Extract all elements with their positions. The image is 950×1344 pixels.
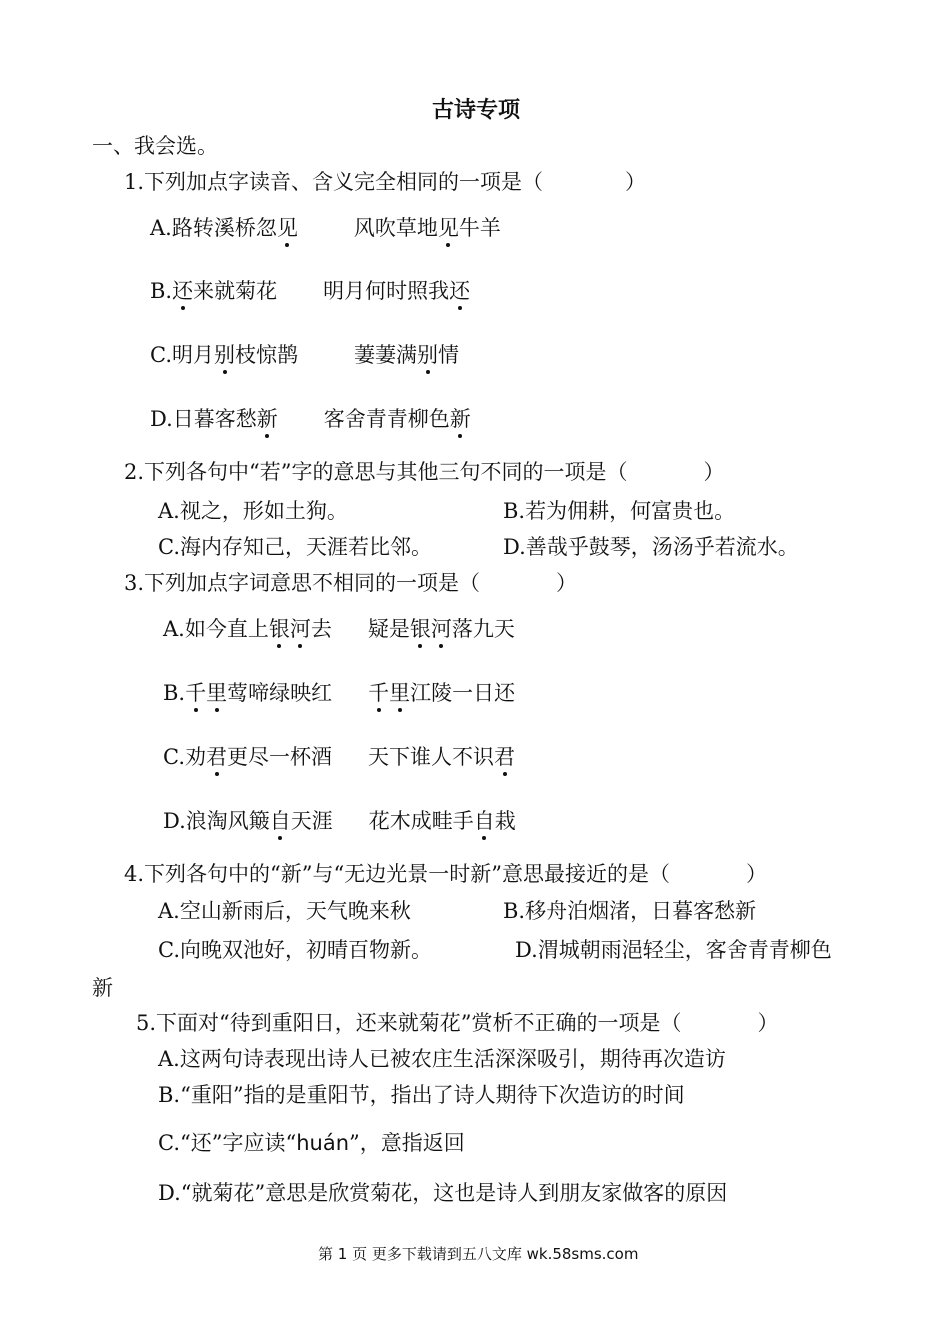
q3-option-c: C.劝君更尽一杯酒 天下谁人不识君 xyxy=(163,745,515,769)
section-heading: 一、我会选。 xyxy=(92,134,218,158)
q1-option-d: D.日暮客愁新 客舍青青柳色新 xyxy=(150,407,471,431)
page-title: 古诗专项 xyxy=(432,98,521,123)
emphasis-dot: 还 xyxy=(449,279,471,303)
emphasis-dot: 银 xyxy=(268,617,290,641)
q4-option-d: D.渭城朝雨浥轻尘，客舍青青柳色 xyxy=(515,938,832,962)
q1-option-a: A.路转溪桥忽见 风吹草地见牛羊 xyxy=(150,216,501,240)
emphasis-dot: 别 xyxy=(417,343,438,367)
emphasis-dot: 自 xyxy=(473,809,495,833)
emphasis-dot: 河 xyxy=(289,617,311,641)
emphasis-dot: 见 xyxy=(437,216,459,240)
q5-option-a: A.这两句诗表现出诗人已被农庄生活深深吸引，期待再次造访 xyxy=(158,1047,726,1071)
emphasis-dot: 自 xyxy=(269,809,291,833)
emphasis-dot: 君 xyxy=(206,745,227,769)
q4-option-b: B.移舟泊烟渚，日暮客愁新 xyxy=(503,899,757,923)
emphasis-dot: 别 xyxy=(214,343,235,367)
q4-option-d-wrap: 新 xyxy=(92,976,113,1000)
emphasis-dot: 千 xyxy=(185,681,207,705)
emphasis-dot: 新 xyxy=(449,407,471,431)
question-1-stem: 1.下列加点字读音、含义完全相同的一项是（ ） xyxy=(124,170,647,194)
emphasis-dot: 还 xyxy=(172,279,194,303)
q3-option-a: A.如今直上银河去 疑是银河落九天 xyxy=(163,617,515,641)
emphasis-dot: 新 xyxy=(256,407,278,431)
pinyin: huán xyxy=(296,1131,350,1155)
q1-option-b: B.还来就菊花 明月何时照我还 xyxy=(150,279,471,303)
q5-option-c: C.“还”字应读“huán”，意指返回 xyxy=(158,1131,465,1155)
emphasis-dot: 里 xyxy=(206,681,228,705)
question-3-stem: 3.下列加点字词意思不相同的一项是（ ） xyxy=(124,571,578,595)
q4-option-a: A.空山新雨后，天气晚来秋 xyxy=(158,899,411,923)
emphasis-dot: 千 xyxy=(368,681,390,705)
q3-option-b: B.千里莺啼绿映红 千里江陵一日还 xyxy=(163,681,516,705)
emphasis-dot: 见 xyxy=(276,216,298,240)
question-2-stem: 2.下列各句中“若”字的意思与其他三句不同的一项是（ ） xyxy=(124,460,725,484)
q3-option-d: D.浪淘风簸自天涯 花木成畦手自栽 xyxy=(163,809,516,833)
q5-option-d: D.“就菊花”意思是欣赏菊花，这也是诗人到朋友家做客的原因 xyxy=(158,1181,728,1205)
q2-option-b: B.若为佣耕，何富贵也。 xyxy=(503,499,736,523)
emphasis-dot: 银 xyxy=(409,617,431,641)
q5-option-b: B.“重阳”指的是重阳节，指出了诗人期待下次造访的时间 xyxy=(158,1083,685,1107)
q1-option-c: C.明月别枝惊鹊 萋萋满别情 xyxy=(150,343,459,367)
emphasis-dot: 里 xyxy=(389,681,411,705)
page-footer: 第 1 页 更多下载请到五八文库 wk.58sms.com xyxy=(318,1245,639,1263)
emphasis-dot: 君 xyxy=(494,745,515,769)
q2-option-c: C.海内存知己，天涯若比邻。 xyxy=(158,535,432,559)
q2-option-a: A.视之，形如土狗。 xyxy=(158,499,348,523)
emphasis-dot: 河 xyxy=(430,617,452,641)
q4-option-c: C.向晚双池好，初晴百物新。 xyxy=(158,938,432,962)
question-5-stem: 5.下面对“待到重阳日，还来就菊花”赏析不正确的一项是（ ） xyxy=(136,1011,779,1035)
question-4-stem: 4.下列各句中的“新”与“无边光景一时新”意思最接近的是（ ） xyxy=(124,862,767,886)
q2-option-d: D.善哉乎鼓琴，汤汤乎若流水。 xyxy=(503,535,799,559)
